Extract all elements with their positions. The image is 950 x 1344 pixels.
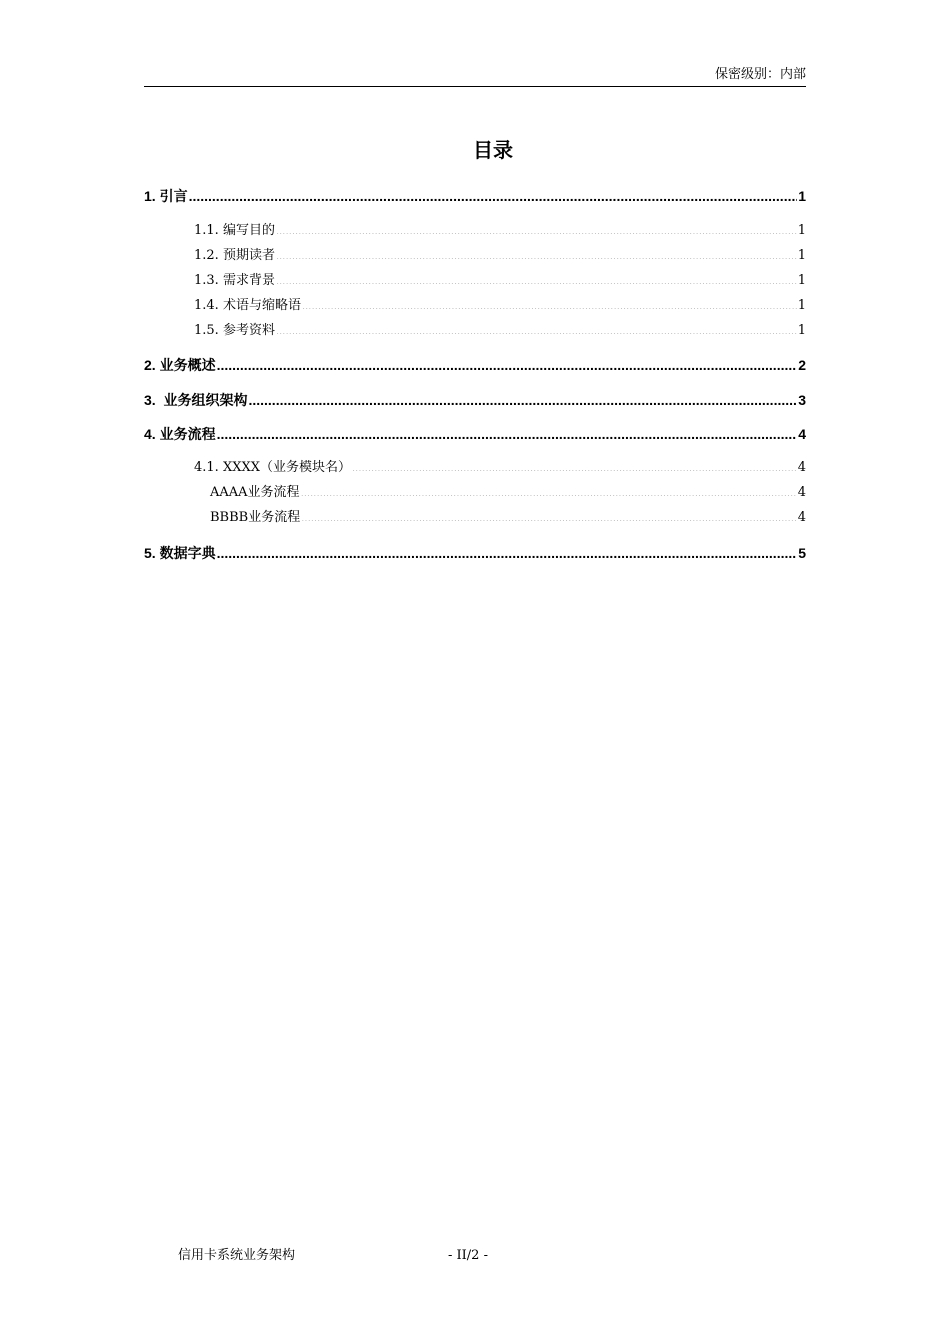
toc-entry-page: 1 [798,188,806,204]
toc-entry-page: 4 [797,510,806,525]
toc-entry-label: 1.5. 参考资料 [194,323,275,338]
toc-entry-page: 1 [797,323,806,338]
toc-entry-label: 5. 数据字典 [144,545,216,561]
toc-entry-page: 4 [797,460,806,475]
header-divider [144,86,806,87]
toc-entry-org-structure[interactable] [144,391,806,409]
confidentiality-label: 保密级别：内部 [714,67,806,82]
toc-title: 目录 [473,138,513,162]
toc-entry-label: 4. 业务流程 [144,426,216,442]
toc-entry-page: 4 [798,426,806,442]
toc-entry-introduction[interactable] [144,187,806,205]
toc-entry-label: AAAA业务流程 [210,485,300,500]
toc-entry-background[interactable] [194,272,806,290]
toc-entry-glossary[interactable] [194,297,806,315]
toc-entry-label: 4.1. XXXX（业务模块名） [194,460,351,475]
toc-entry-label: 1.1. 编写目的 [194,223,275,238]
toc-dot-leader [217,544,798,558]
toc-entry-label: BBBB业务流程 [210,510,301,525]
toc-entry-business-overview[interactable] [144,356,806,374]
toc-entry-page: 1 [797,273,806,288]
toc-dot-leader [217,356,798,370]
toc-dot-leader [301,511,797,521]
toc-entry-page: 5 [798,545,806,561]
toc-entry-page: 1 [797,223,806,238]
toc-entry-page: 2 [798,357,806,373]
toc-entry-page: 4 [797,485,806,500]
toc-entry-label: 2. 业务概述 [144,357,216,373]
toc-entry-data-dictionary[interactable] [144,544,806,562]
toc-dot-leader [276,274,797,284]
toc-dot-leader [248,391,797,405]
toc-entry-references[interactable] [194,322,806,340]
toc-entry-business-module[interactable] [194,459,806,477]
toc-entry-page: 3 [798,392,806,408]
toc-dot-leader [352,461,797,471]
toc-entry-business-process[interactable] [144,425,806,443]
toc-dot-leader [276,324,797,334]
toc-entry-label: 1.3. 需求背景 [194,273,275,288]
toc-entry-audience[interactable] [194,247,806,265]
toc-entry-bbbb-process[interactable] [210,509,806,527]
toc-entry-aaaa-process[interactable] [210,484,806,502]
toc-entry-label: 1.4. 术语与缩略语 [194,298,301,313]
toc-dot-leader [217,425,798,439]
toc-entry-label: 1.2. 预期读者 [194,248,275,263]
toc-entry-page: 1 [797,298,806,313]
toc-entry-label: 1. 引言 [144,188,188,204]
toc-dot-leader [189,187,798,201]
toc-dot-leader [301,486,797,496]
toc-dot-leader [276,249,797,259]
footer-document-name: 信用卡系统业务架构 [178,1248,296,1263]
toc-entry-page: 1 [797,248,806,263]
toc-dot-leader [302,299,797,309]
toc-entry-purpose[interactable] [194,222,806,240]
toc-dot-leader [276,224,797,234]
toc-entry-label: 3. 业务组织架构 [144,392,248,408]
footer-page-indicator: - II/2 - [448,1248,488,1263]
